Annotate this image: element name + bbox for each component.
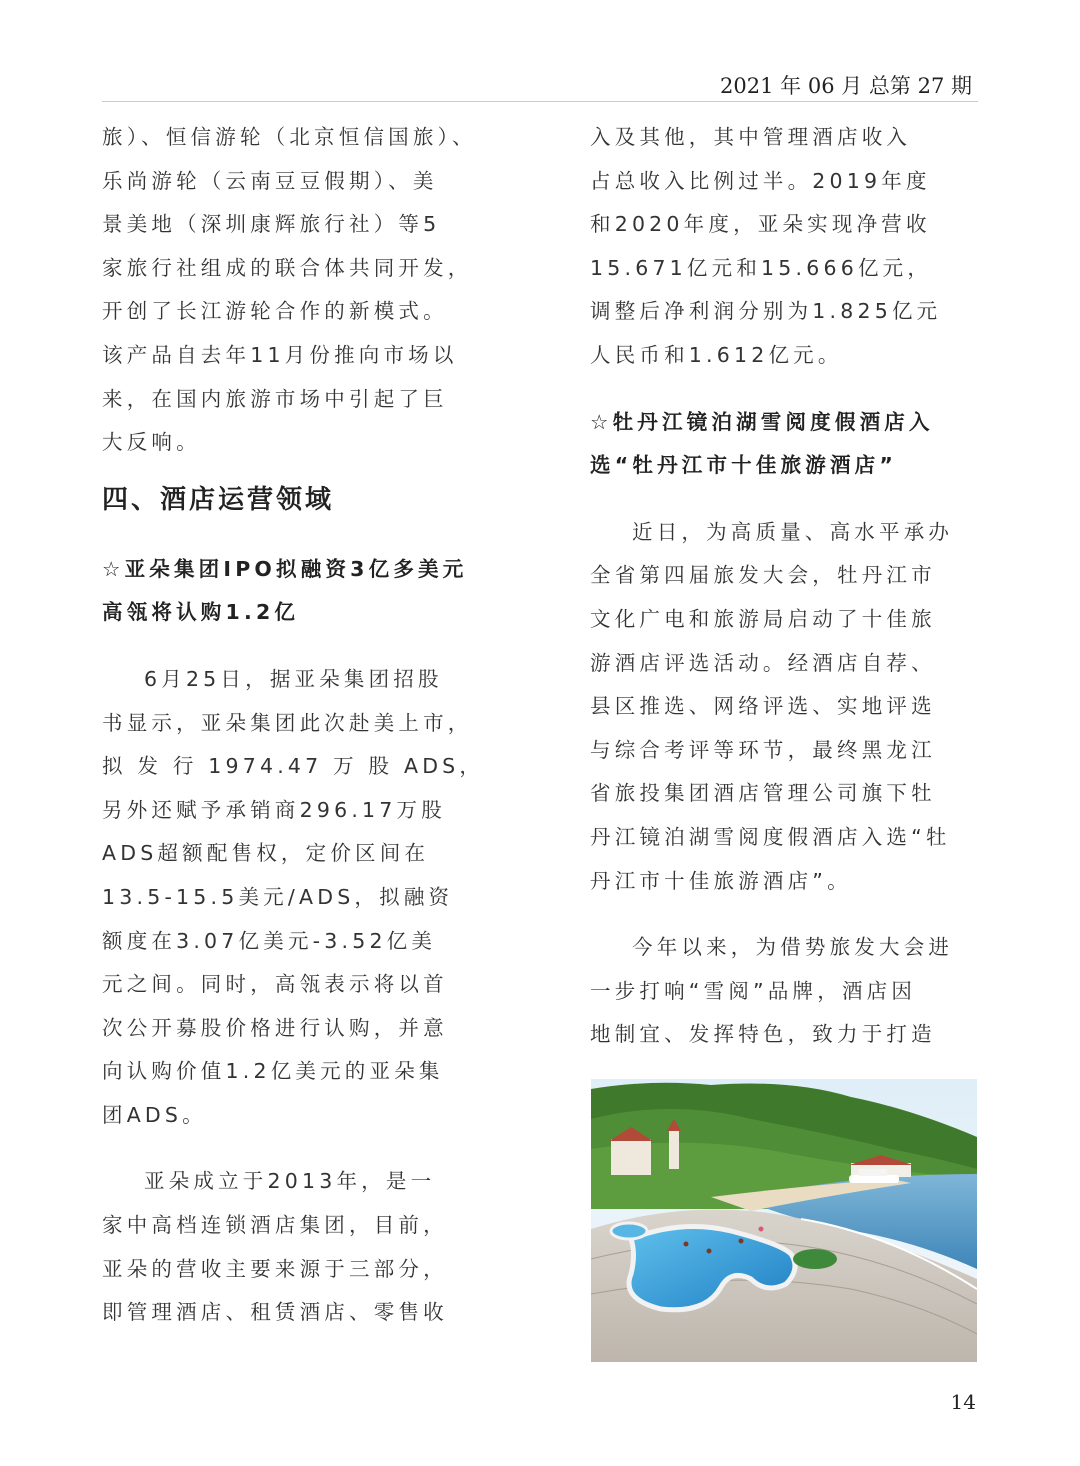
text-line: 家旅行社组成的联合体共同开发， (102, 255, 473, 280)
article-headline (590, 401, 978, 488)
text-line: 游酒店评选活动。经酒店自荐、 (590, 650, 936, 675)
spacer (102, 635, 490, 658)
text-line: 书显示，亚朵集团此次赴美上市， (102, 710, 473, 735)
text-line: 大反响。 (102, 430, 201, 455)
text-line: 县区推选、网络评选、实地评选 (590, 694, 936, 719)
headline-line: ☆牡丹江镜泊湖雪阅度假酒店入 (590, 409, 934, 434)
text-line: 该产品自去年11月份推向市场以 (102, 342, 458, 367)
text-line: 近日，为高质量、高水平承办 (632, 519, 954, 544)
text-line: 6月25日，据亚朵集团招股 (144, 666, 443, 691)
right-column (590, 116, 978, 1057)
text-line: ADS超额配售权，定价区间在 (102, 841, 430, 866)
text-line: 亚朵的营收主要来源于三部分， (102, 1256, 448, 1281)
text-line: 15.671亿元和15.666亿元， (590, 255, 933, 280)
headline-line: 选“牡丹江市十佳旅游酒店” (590, 453, 898, 478)
text-line: 和2020年度，亚朵实现净营收 (590, 212, 931, 237)
text-line: 另外还赋予承销商296.17万股 (102, 797, 446, 822)
text-line: 次公开募股价格进行认购，并意 (102, 1015, 448, 1040)
spacer (102, 1137, 490, 1160)
paragraph (102, 1160, 490, 1334)
text-line: 占总收入比例过半。2019年度 (590, 168, 931, 193)
paragraph (102, 658, 490, 1138)
text-line: 文化广电和旅游局启动了十佳旅 (590, 606, 936, 631)
spacer (590, 488, 978, 511)
left-column (102, 116, 490, 1335)
text-line: 拟 发 行 1974.47 万 股 ADS， (102, 754, 485, 779)
page-number: 14 (950, 1390, 976, 1414)
spacer (102, 525, 490, 548)
text-line: 今年以来，为借势旅发大会进 (632, 935, 954, 960)
text-line: 开创了长江游轮合作的新模式。 (102, 299, 448, 324)
text-line: 13.5-15.5美元/ADS，拟融资 (102, 884, 454, 909)
text-line: 丹江市十佳旅游酒店”。 (590, 868, 852, 893)
text-line: 旅）、恒信游轮（北京恒信国旅）、 (102, 125, 477, 149)
paragraph (590, 511, 978, 903)
text-line: 向认购价值1.2亿美元的亚朵集 (102, 1059, 444, 1084)
text-line: 团ADS。 (102, 1102, 207, 1127)
text-line: 来，在国内旅游市场中引起了巨 (102, 386, 448, 411)
text-line: 乐尚游轮（云南豆豆假期）、美 (102, 168, 438, 193)
spacer (590, 903, 978, 926)
text-line: 人民币和1.612亿元。 (590, 342, 843, 367)
paragraph (590, 116, 978, 378)
text-line: 即管理酒店、租赁酒店、零售收 (102, 1300, 448, 1325)
section-title: 四、酒店运营领域 (102, 484, 335, 515)
spacer (590, 378, 978, 401)
header-rule (102, 101, 978, 102)
paragraph (590, 926, 978, 1057)
text-line: 亚朵成立于2013年，是一 (144, 1169, 436, 1194)
text-line: 入及其他，其中管理酒店收入 (590, 125, 912, 149)
text-line: 额度在3.07亿美元-3.52亿美 (102, 928, 437, 953)
article-headline (102, 548, 490, 635)
text-line: 一步打响“雪阅”品牌，酒店因 (590, 978, 917, 1003)
text-line: 与综合考评等环节，最终黑龙江 (590, 737, 936, 762)
resort-pool-illustration (591, 1079, 977, 1362)
text-line: 元之间。同时，高瓴表示将以首 (102, 972, 448, 997)
text-line: 景美地（深圳康辉旅行社）等5 (102, 212, 441, 237)
text-line: 地制宜、发挥特色，致力于打造 (590, 1022, 936, 1047)
headline-line: ☆亚朵集团IPO拟融资3亿多美元 (102, 556, 468, 581)
paragraph (102, 116, 490, 465)
text-line: 省旅投集团酒店管理公司旗下牡 (590, 781, 936, 806)
text-line: 家中高档连锁酒店集团，目前， (102, 1213, 448, 1238)
headline-line: 高瓴将认购1.2亿 (102, 600, 300, 625)
issue-header: 2021 年 06 月 总第 27 期 (720, 74, 972, 98)
spacer (102, 465, 490, 475)
text-line: 全省第四届旅发大会，牡丹江市 (590, 563, 936, 588)
text-line: 调整后净利润分别为1.825亿元 (590, 299, 942, 324)
text-line: 丹江镜泊湖雪阅度假酒店入选“牡 (590, 824, 951, 849)
resort-pool-photo (591, 1079, 977, 1362)
